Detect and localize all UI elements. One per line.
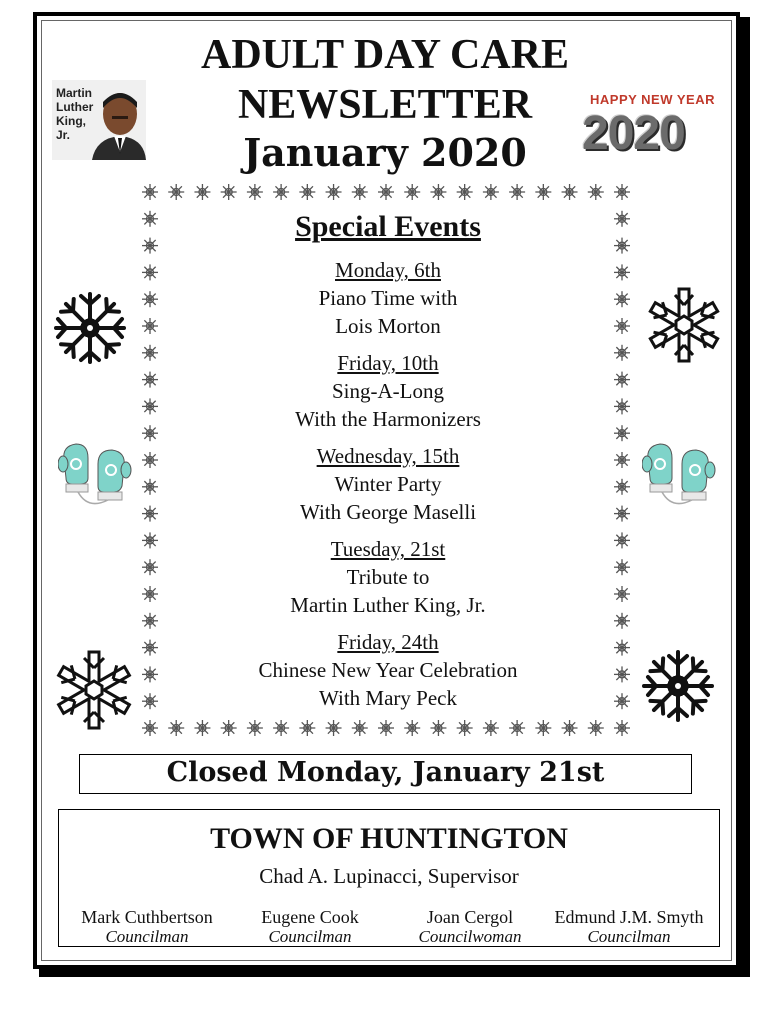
border-snowflake-icon xyxy=(614,532,630,548)
border-snowflake-icon xyxy=(299,720,315,736)
border-snowflake-icon xyxy=(457,184,473,200)
event-description: Winter Party xyxy=(334,472,442,496)
border-snowflake-icon xyxy=(352,720,368,736)
council-member-name: Joan Cergol xyxy=(426,907,514,927)
border-snowflake-icon xyxy=(142,318,158,334)
border-snowflake-icon xyxy=(142,425,158,441)
border-snowflake-icon xyxy=(352,184,368,200)
border-snowflake-icon xyxy=(142,345,158,361)
council-member-role: Councilwoman xyxy=(418,927,522,946)
council-member-role: Councilman xyxy=(268,927,352,946)
border-snowflake-icon xyxy=(483,184,499,200)
event-description: Martin Luther King, Jr. xyxy=(290,593,486,617)
newsletter-title-line2: NEWSLETTER xyxy=(237,82,533,128)
border-snowflake-icon xyxy=(221,184,237,200)
border-snowflake-icon xyxy=(430,184,446,200)
border-snowflake-icon xyxy=(614,613,630,629)
event-date: Friday, 24th xyxy=(337,630,439,654)
border-snowflake-icon xyxy=(614,211,630,227)
event-date: Wednesday, 15th xyxy=(316,444,460,468)
snowflake-icon xyxy=(52,290,128,366)
special-events-section xyxy=(170,206,606,721)
border-snowflake-icon xyxy=(588,184,604,200)
border-snowflake-icon xyxy=(614,318,630,334)
happy-new-year-image xyxy=(580,88,720,164)
event-description: Sing-A-Long xyxy=(332,379,444,403)
border-snowflake-icon xyxy=(378,720,394,736)
border-snowflake-icon xyxy=(142,184,158,200)
event-description: Lois Morton xyxy=(335,314,441,338)
border-snowflake-icon xyxy=(614,640,630,656)
border-snowflake-icon xyxy=(483,720,499,736)
happy-new-year-text: HAPPY NEW YEAR xyxy=(590,92,715,107)
border-snowflake-icon xyxy=(614,479,630,495)
border-snowflake-icon xyxy=(614,586,630,602)
border-snowflake-icon xyxy=(562,720,578,736)
town-supervisor: Chad A. Lupinacci, Supervisor xyxy=(259,864,519,888)
event-date: Friday, 10th xyxy=(337,351,439,375)
border-snowflake-icon xyxy=(614,238,630,254)
event-date: Tuesday, 21st xyxy=(330,537,446,561)
council-member xyxy=(543,907,715,947)
border-snowflake-icon xyxy=(142,559,158,575)
border-snowflake-icon xyxy=(430,720,446,736)
border-snowflake-icon xyxy=(247,184,263,200)
council-member-name: Mark Cuthbertson xyxy=(81,907,213,927)
border-snowflake-icon xyxy=(194,184,210,200)
town-name: TOWN OF HUNTINGTON xyxy=(210,822,568,855)
event-item xyxy=(170,256,606,340)
border-snowflake-icon xyxy=(299,184,315,200)
border-snowflake-icon xyxy=(194,720,210,736)
border-snowflake-icon xyxy=(588,720,604,736)
border-snowflake-icon xyxy=(142,211,158,227)
council-member-name: Eugene Cook xyxy=(261,907,359,927)
border-snowflake-icon xyxy=(273,720,289,736)
border-snowflake-icon xyxy=(142,479,158,495)
event-item xyxy=(170,349,606,433)
border-snowflake-icon xyxy=(142,613,158,629)
event-item xyxy=(170,442,606,526)
border-snowflake-icon xyxy=(142,640,158,656)
border-snowflake-icon xyxy=(614,506,630,522)
border-snowflake-icon xyxy=(614,264,630,280)
border-snowflake-icon xyxy=(142,693,158,709)
border-snowflake-icon xyxy=(142,586,158,602)
council-member xyxy=(235,907,385,947)
newsletter-title-date: January 2020 xyxy=(243,130,527,175)
border-snowflake-icon xyxy=(404,720,420,736)
council-member xyxy=(63,907,231,947)
border-snowflake-icon xyxy=(457,720,473,736)
event-item xyxy=(170,535,606,619)
border-snowflake-icon xyxy=(142,264,158,280)
event-description: Chinese New Year Celebration xyxy=(258,658,518,682)
event-description: With the Harmonizers xyxy=(295,407,481,431)
border-snowflake-icon xyxy=(378,184,394,200)
mittens-icon xyxy=(642,440,716,512)
border-snowflake-icon xyxy=(221,720,237,736)
border-snowflake-icon xyxy=(273,184,289,200)
border-snowflake-icon xyxy=(614,372,630,388)
council-member xyxy=(395,907,545,947)
closed-notice: Closed Monday, January 21st xyxy=(79,754,692,794)
border-snowflake-icon xyxy=(614,559,630,575)
event-description: With Mary Peck xyxy=(319,686,457,710)
snowflake-icon xyxy=(54,648,134,732)
border-snowflake-icon xyxy=(614,291,630,307)
snowflake-icon xyxy=(638,648,718,724)
border-snowflake-icon xyxy=(142,238,158,254)
event-description: With George Maselli xyxy=(299,500,477,524)
council-member-name: Edmund J.M. Smyth xyxy=(554,907,704,927)
border-snowflake-icon xyxy=(614,398,630,414)
border-snowflake-icon xyxy=(614,452,630,468)
event-item xyxy=(170,628,606,712)
border-snowflake-icon xyxy=(142,720,158,736)
portrait-image xyxy=(52,80,146,160)
border-snowflake-icon xyxy=(326,184,342,200)
border-snowflake-icon xyxy=(535,720,551,736)
council-member-role: Councilman xyxy=(587,927,671,946)
mittens-icon xyxy=(58,440,132,512)
town-info-box xyxy=(58,809,720,947)
border-snowflake-icon xyxy=(247,720,263,736)
council-member-role: Councilman xyxy=(105,927,189,946)
border-snowflake-icon xyxy=(614,184,630,200)
portrait-caption: Martin Luther King, Jr. xyxy=(56,86,94,142)
border-snowflake-icon xyxy=(509,720,525,736)
border-snowflake-icon xyxy=(142,506,158,522)
newsletter-title-line1: ADULT DAY CARE xyxy=(201,32,569,78)
border-snowflake-icon xyxy=(509,184,525,200)
border-snowflake-icon xyxy=(142,372,158,388)
snowflake-icon xyxy=(642,285,726,365)
border-snowflake-icon xyxy=(326,720,342,736)
event-description: Piano Time with xyxy=(318,286,458,310)
event-description: Tribute to xyxy=(346,565,430,589)
border-snowflake-icon xyxy=(168,184,184,200)
border-snowflake-icon xyxy=(535,184,551,200)
special-events-heading: Special Events xyxy=(295,210,481,243)
border-snowflake-icon xyxy=(142,666,158,682)
border-snowflake-icon xyxy=(614,425,630,441)
border-snowflake-icon xyxy=(562,184,578,200)
border-snowflake-icon xyxy=(614,693,630,709)
border-snowflake-icon xyxy=(142,291,158,307)
happy-new-year-year: 2020 xyxy=(582,107,685,160)
border-snowflake-icon xyxy=(168,720,184,736)
border-snowflake-icon xyxy=(614,666,630,682)
portrait-icon xyxy=(52,80,146,160)
event-date: Monday, 6th xyxy=(335,258,441,282)
border-snowflake-icon xyxy=(404,184,420,200)
border-snowflake-icon xyxy=(142,532,158,548)
border-snowflake-icon xyxy=(614,720,630,736)
border-snowflake-icon xyxy=(142,452,158,468)
border-snowflake-icon xyxy=(614,345,630,361)
border-snowflake-icon xyxy=(142,398,158,414)
